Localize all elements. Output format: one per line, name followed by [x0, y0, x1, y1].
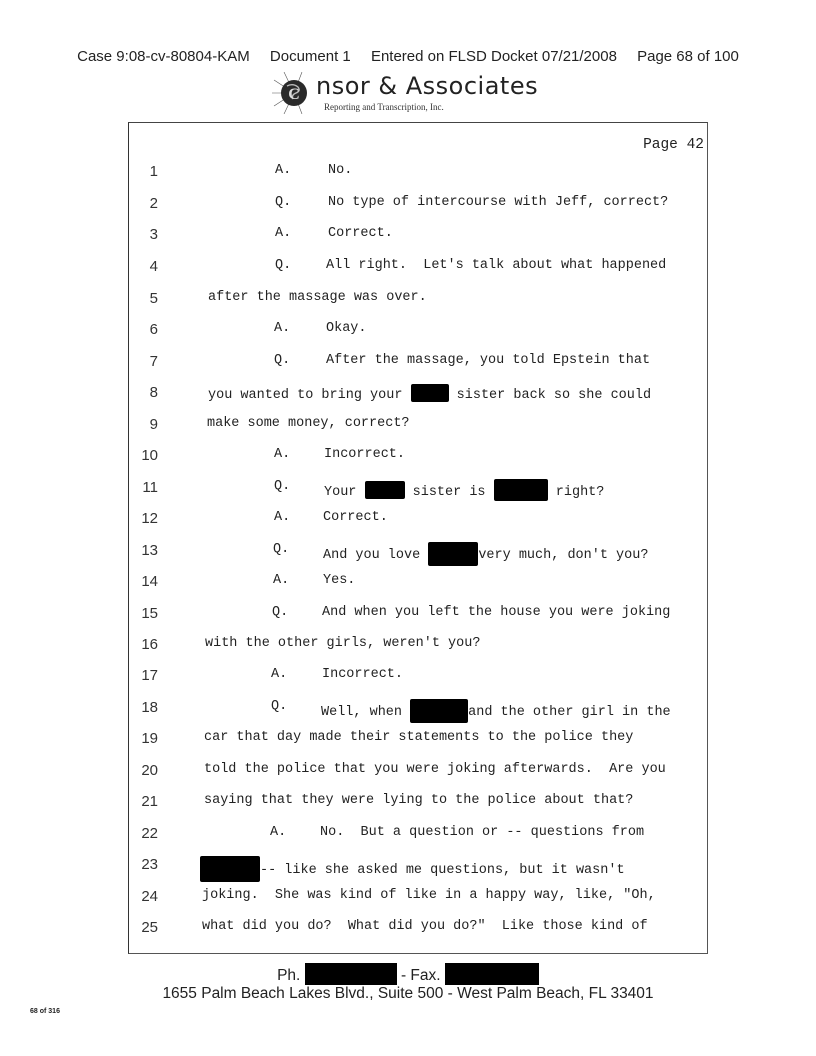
line-number: 15	[141, 605, 158, 622]
line-number: 2	[149, 195, 158, 212]
speaker-label: Q.	[271, 699, 288, 714]
speaker-label: Q.	[275, 258, 292, 273]
line-number: 13	[141, 542, 158, 559]
speaker-label: A.	[274, 321, 291, 336]
line-text: And when you left the house you were joking	[322, 605, 671, 620]
line-text: Yes.	[323, 573, 356, 588]
transcript-line	[0, 919, 816, 939]
transcript-line	[0, 258, 816, 278]
transcript-line	[0, 542, 816, 562]
line-text: with the other girls, weren't you?	[205, 636, 481, 651]
line-text: make some money, correct?	[207, 416, 410, 431]
line-text: And you love very much, don't you?	[323, 542, 648, 566]
line-text: Okay.	[326, 321, 367, 336]
transcript-line	[0, 793, 816, 813]
transcript-line	[0, 163, 816, 183]
line-number: 9	[149, 416, 158, 433]
transcript-line	[0, 353, 816, 373]
line-text: All right. Let's talk about what happened	[326, 258, 667, 273]
redaction-block	[411, 384, 449, 402]
transcript-line	[0, 856, 816, 876]
docket-header	[0, 48, 816, 65]
line-number: 7	[149, 353, 158, 370]
address-line: 1655 Palm Beach Lakes Blvd., Suite 500 - West Palm Beach, FL 33401	[162, 985, 654, 1002]
line-text: Correct.	[323, 510, 388, 525]
transcript-line	[0, 290, 816, 310]
transcript-line	[0, 888, 816, 908]
speaker-label: Q.	[274, 353, 291, 368]
speaker-label: A.	[271, 667, 288, 682]
docket-entry: Entered on FLSD Docket 07/21/2008	[370, 48, 617, 65]
transcript-line	[0, 636, 816, 656]
speaker-label: A.	[270, 825, 287, 840]
transcript-line	[0, 195, 816, 215]
line-text: Incorrect.	[322, 667, 404, 682]
line-text: Well, when and the other girl in the	[321, 699, 671, 723]
transcript-line	[0, 605, 816, 625]
line-number: 20	[141, 762, 158, 779]
transcript-line	[0, 825, 816, 845]
line-number: 11	[142, 479, 158, 496]
speaker-label: Q.	[274, 479, 291, 494]
line-number: 18	[141, 699, 158, 716]
transcript-line	[0, 321, 816, 341]
line-text: after the massage was over.	[208, 290, 427, 305]
transcript-line	[0, 573, 816, 593]
line-number: 25	[141, 919, 158, 936]
line-text: No type of intercourse with Jeff, correct?	[328, 195, 669, 210]
line-text: you wanted to bring your sister back so she could	[208, 384, 651, 403]
docket-page: Page 68 of 100	[637, 48, 739, 65]
transcript-line	[0, 447, 816, 467]
line-number: 1	[149, 163, 158, 180]
speaker-label: A.	[275, 226, 292, 241]
speaker-label: Q.	[273, 542, 290, 557]
line-number: 22	[141, 825, 158, 842]
line-number: 12	[141, 510, 158, 527]
line-text: -- like she asked me questions, but it wasn't	[200, 856, 625, 882]
line-number: 5	[149, 290, 158, 307]
redaction-block	[494, 479, 548, 501]
line-text: Your sister is right?	[324, 479, 604, 501]
line-text: what did you do? What did you do?" Like those kind of	[202, 919, 648, 934]
line-text: saying that they were lying to the police about that?	[204, 793, 634, 808]
transcript-line	[0, 667, 816, 687]
line-number: 4	[149, 258, 158, 275]
reporter-subtitle: Reporting and Transcription, Inc.	[324, 102, 444, 112]
line-number: 8	[149, 384, 158, 401]
reporter-name: nsor & Associates	[316, 72, 539, 100]
line-number: 10	[141, 447, 158, 464]
redaction-block	[428, 542, 478, 566]
speaker-label: Q.	[272, 605, 289, 620]
redaction-block	[200, 856, 260, 882]
line-number: 21	[141, 793, 158, 810]
contact-line	[0, 963, 816, 985]
line-number: 24	[141, 888, 158, 905]
line-number: 6	[149, 321, 158, 338]
reporter-logo	[272, 70, 562, 116]
document-number: Document 1	[269, 48, 351, 65]
line-text: told the police that you were joking afterwards. Are you	[204, 762, 666, 777]
line-text: No. But a question or -- questions from	[320, 825, 645, 840]
line-number: 16	[141, 636, 158, 653]
line-number: 14	[141, 573, 158, 590]
line-text: Incorrect.	[324, 447, 406, 462]
transcript-line	[0, 384, 816, 404]
line-text: No.	[328, 163, 353, 178]
transcript-line	[0, 416, 816, 436]
speaker-label: Q.	[275, 195, 292, 210]
globe-logo-icon	[272, 72, 322, 114]
speaker-label: A.	[275, 163, 292, 178]
line-number: 23	[141, 856, 158, 873]
speaker-label: A.	[274, 510, 291, 525]
transcript-line	[0, 730, 816, 750]
speaker-label: A.	[274, 447, 291, 462]
line-text: car that day made their statements to the police they	[204, 730, 634, 745]
line-number: 17	[141, 667, 158, 684]
redaction-block	[445, 963, 539, 985]
line-text: joking. She was kind of like in a happy way, like, "Oh,	[202, 888, 656, 903]
speaker-label: A.	[273, 573, 290, 588]
transcript-line	[0, 699, 816, 719]
transcript-line	[0, 226, 816, 246]
line-number: 3	[149, 226, 158, 243]
transcript-line	[0, 510, 816, 530]
transcript-line	[0, 762, 816, 782]
redaction-block	[410, 699, 468, 723]
line-text: After the massage, you told Epstein that	[326, 353, 651, 368]
line-text: Correct.	[328, 226, 393, 241]
bates-counter: 68 of 316	[30, 1008, 60, 1015]
line-number: 19	[141, 730, 158, 747]
fax-label: - Fax.	[400, 967, 441, 984]
transcript-page-number: Page 42	[643, 137, 704, 153]
transcript-line	[0, 479, 816, 499]
case-number: Case 9:08-cv-80804-KAM	[77, 48, 250, 65]
phone-label: Ph.	[277, 967, 301, 984]
redaction-block	[305, 963, 397, 985]
svg-text:C: C	[288, 86, 300, 103]
redaction-block	[365, 481, 405, 499]
